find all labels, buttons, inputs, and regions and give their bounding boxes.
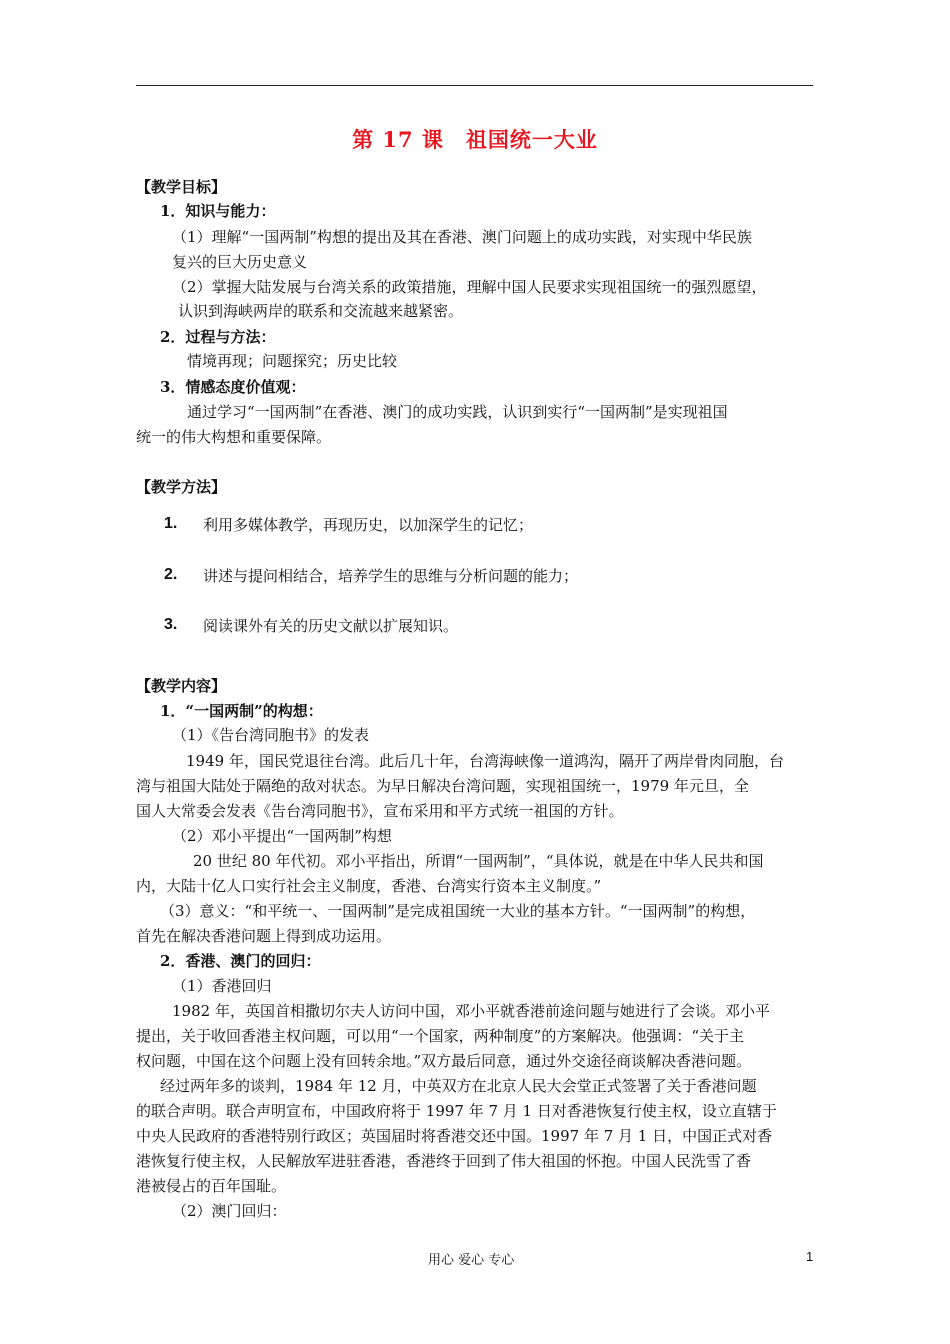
content-2-1-line5: 的联合声明。联合声明宣布，中国政府将于 1997 年 7 月 1 日对香港恢复行使主权，设立直辖于 bbox=[136, 1102, 777, 1120]
content-2-1-line2: 提出，关于收回香港主权问题，可以用“一个国家，两种制度”的方案解决。他强调：“关于主 bbox=[136, 1027, 745, 1045]
goals-knowledge-p1-line1: （1）理解“一国两制”构想的提出及其在香港、澳门问题上的成功实践，对实现中华民族 bbox=[172, 228, 752, 246]
method-1-number: 1. bbox=[164, 515, 178, 532]
goals-knowledge-p2-line2: 认识到海峡两岸的联系和交流越来越紧密。 bbox=[178, 302, 464, 320]
methods-heading: 【教学方法】 bbox=[136, 478, 227, 496]
lesson-name: 祖国统一大业 bbox=[465, 127, 598, 152]
goals-knowledge-p2-line1: （2）掌握大陆发展与台湾关系的政策措施，理解中国人民要求实现祖国统一的强烈愿望， bbox=[172, 278, 767, 296]
content-1-1-line2: 湾与祖国大陆处于隔绝的敌对状态。为早日解决台湾问题，实现祖国统一，1979 年元旦，全 bbox=[136, 777, 749, 795]
footer-motto: 用心 爱心 专心 bbox=[428, 1253, 515, 1268]
page-number: 1 bbox=[806, 1249, 814, 1264]
content-1-2-line2: 内，大陆十亿人口实行社会主义制度，香港、台湾实行资本主义制度。” bbox=[136, 877, 602, 895]
content-heading: 【教学内容】 bbox=[136, 677, 227, 695]
content-2-1-subtitle: （1）香港回归 bbox=[172, 977, 272, 995]
method-2-number: 2. bbox=[164, 566, 178, 583]
goals-process-text: 情境再现；问题探究；历史比较 bbox=[187, 352, 398, 370]
goals-heading: 【教学目标】 bbox=[136, 178, 227, 196]
lesson-title bbox=[0, 124, 950, 154]
method-1-text: 利用多媒体教学，再现历史，以加深学生的记忆； bbox=[203, 516, 534, 534]
content-2-1-line4: 经过两年多的谈判，1984 年 12 月，中英双方在北京人民大会堂正式签署了关于香港问题 bbox=[160, 1077, 757, 1095]
method-3-number: 3. bbox=[164, 616, 178, 633]
goals-process-title: 2．过程与方法： bbox=[160, 328, 276, 346]
header-rule bbox=[136, 85, 813, 86]
content-1-1-line3: 国人大常委会发表《告台湾同胞书》，宣布采用和平方式统一祖国的方针。 bbox=[136, 802, 624, 820]
method-3-text: 阅读课外有关的历史文献以扩展知识。 bbox=[203, 617, 459, 635]
content-1-1-line1: 1949 年，国民党退往台湾。此后几十年，台湾海峡像一道鸿沟，隔开了两岸骨肉同胞，台 bbox=[186, 752, 784, 770]
content-1-3-line2: 首先在解决香港问题上得到成功运用。 bbox=[136, 927, 392, 945]
content-section-2-title: 2．香港、澳门的回归： bbox=[160, 952, 321, 970]
content-2-1-line1: 1982 年，英国首相撒切尔夫人访问中国，邓小平就香港前途问题与她进行了会谈。邓小平 bbox=[172, 1002, 770, 1020]
goals-knowledge-p1-line2: 复兴的巨大历史意义 bbox=[172, 253, 308, 271]
goals-values-line1: 通过学习“一国两制”在香港、澳门的成功实践，认识到实行“一国两制”是实现祖国 bbox=[187, 403, 728, 421]
method-2-text: 讲述与提问相结合，培养学生的思维与分析问题的能力； bbox=[203, 567, 579, 585]
content-section-1-title: 1．“一国两制”的构想： bbox=[160, 702, 323, 720]
content-1-3-line1: （3）意义：“和平统一、一国两制”是完成祖国统一大业的基本方针。“一国两制”的构想， bbox=[160, 902, 756, 920]
goals-values-title: 3．情感态度价值观： bbox=[160, 378, 306, 396]
content-2-1-line6: 中央人民政府的香港特别行政区；英国届时将香港交还中国。1997 年 7 月 1 日，中国正式对香 bbox=[136, 1127, 773, 1145]
content-2-2-subtitle: （2）澳门回归： bbox=[172, 1202, 287, 1220]
content-1-2-subtitle: （2）邓小平提出“一国两制”构想 bbox=[172, 827, 392, 845]
goals-knowledge-title: 1．知识与能力： bbox=[160, 202, 276, 220]
content-2-1-line3: 权问题，中国在这个问题上没有回转余地。”双方最后同意，通过外交途径商谈解决香港问题。 bbox=[136, 1052, 752, 1070]
content-2-1-line8: 港被侵占的百年国耻。 bbox=[136, 1177, 287, 1195]
lesson-number: 第 17 课 bbox=[352, 127, 444, 152]
content-1-2-line1: 20 世纪 80 年代初。邓小平指出，所谓“一国两制”，“具体说，就是在中华人民共和国 bbox=[193, 852, 764, 870]
goals-values-line2: 统一的伟大构想和重要保障。 bbox=[136, 428, 332, 446]
content-2-1-line7: 港恢复行使主权，人民解放军进驻香港，香港终于回到了伟大祖国的怀抱。中国人民洗雪了香 bbox=[136, 1152, 752, 1170]
content-1-1-subtitle: （1）《告台湾同胞书》的发表 bbox=[172, 726, 370, 744]
